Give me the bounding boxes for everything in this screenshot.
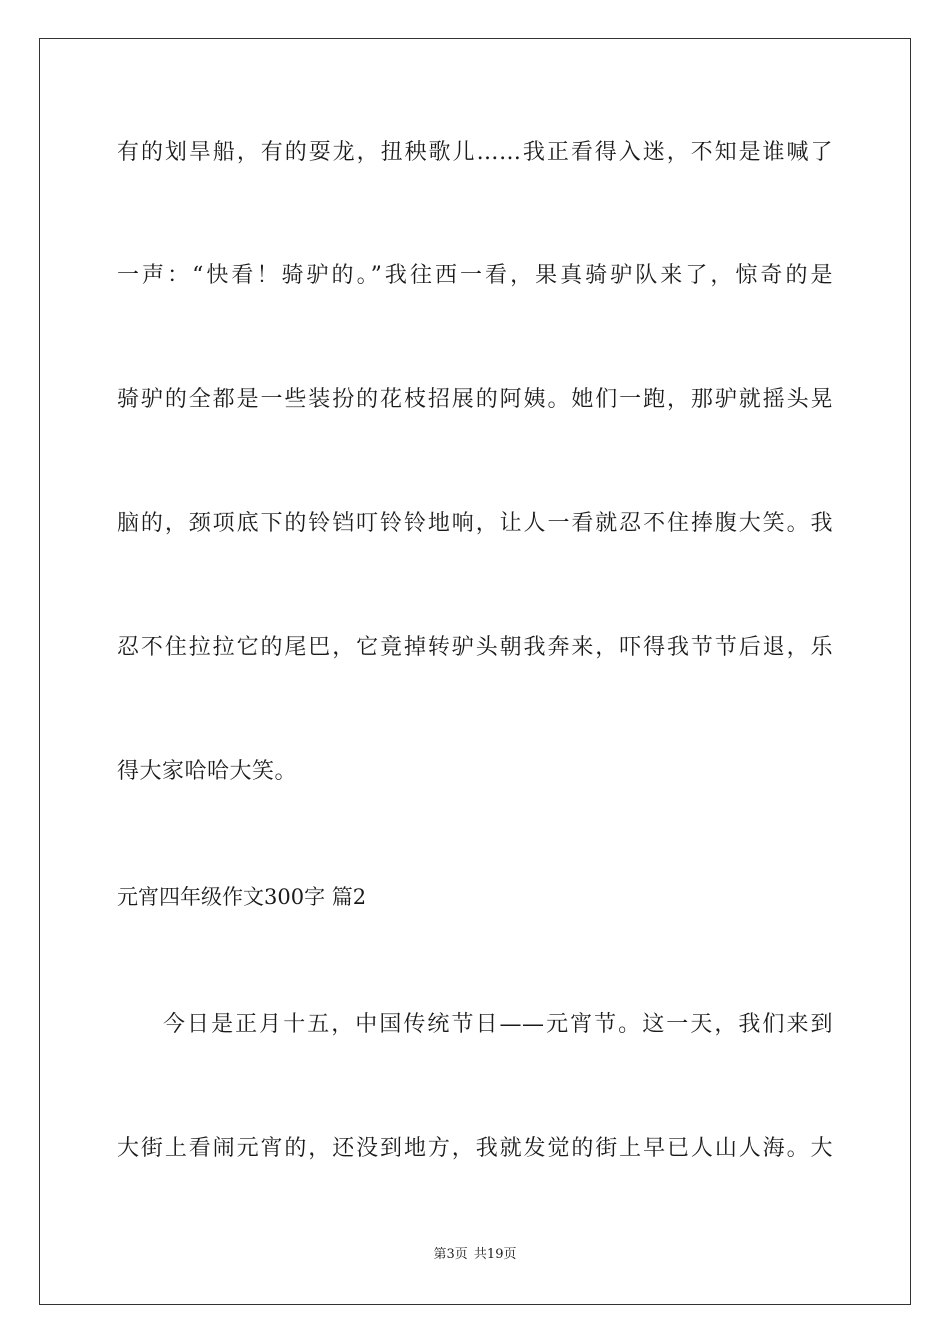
body-line-5: 忍不住拉拉它的尾巴，它竟掉转驴头朝我奔来，吓得我节节后退，乐 [117, 635, 833, 660]
section-heading: 元宵四年级作文300字 篇2 [117, 885, 367, 909]
body-line-4: 脑的，颈项底下的铃铛叮铃铃地响，让人一看就忍不住捧腹大笑。我 [117, 511, 833, 536]
para2-line-2: 大街上看闹元宵的，还没到地方，我就发觉的街上早已人山人海。大 [117, 1136, 833, 1161]
body-line-2: 一声：“快看！骑驴的。”我往西一看，果真骑驴队来了，惊奇的是 [117, 263, 833, 288]
body-line-1: 有的划旱船，有的耍龙，扭秧歌儿……我正看得入迷，不知是谁喊了 [117, 140, 833, 165]
body-line-3: 骑驴的全都是一些装扮的花枝招展的阿姨。她们一跑，那驴就摇头晃 [117, 387, 833, 412]
page-number-footer: 第3页 共19页 [433, 1247, 517, 1262]
para2-line-1: 今日是正月十五，中国传统节日——元宵节。这一天，我们来到 [163, 1012, 833, 1037]
body-line-6: 得大家哈哈大笑。 [117, 759, 298, 784]
page-border [39, 38, 911, 1305]
